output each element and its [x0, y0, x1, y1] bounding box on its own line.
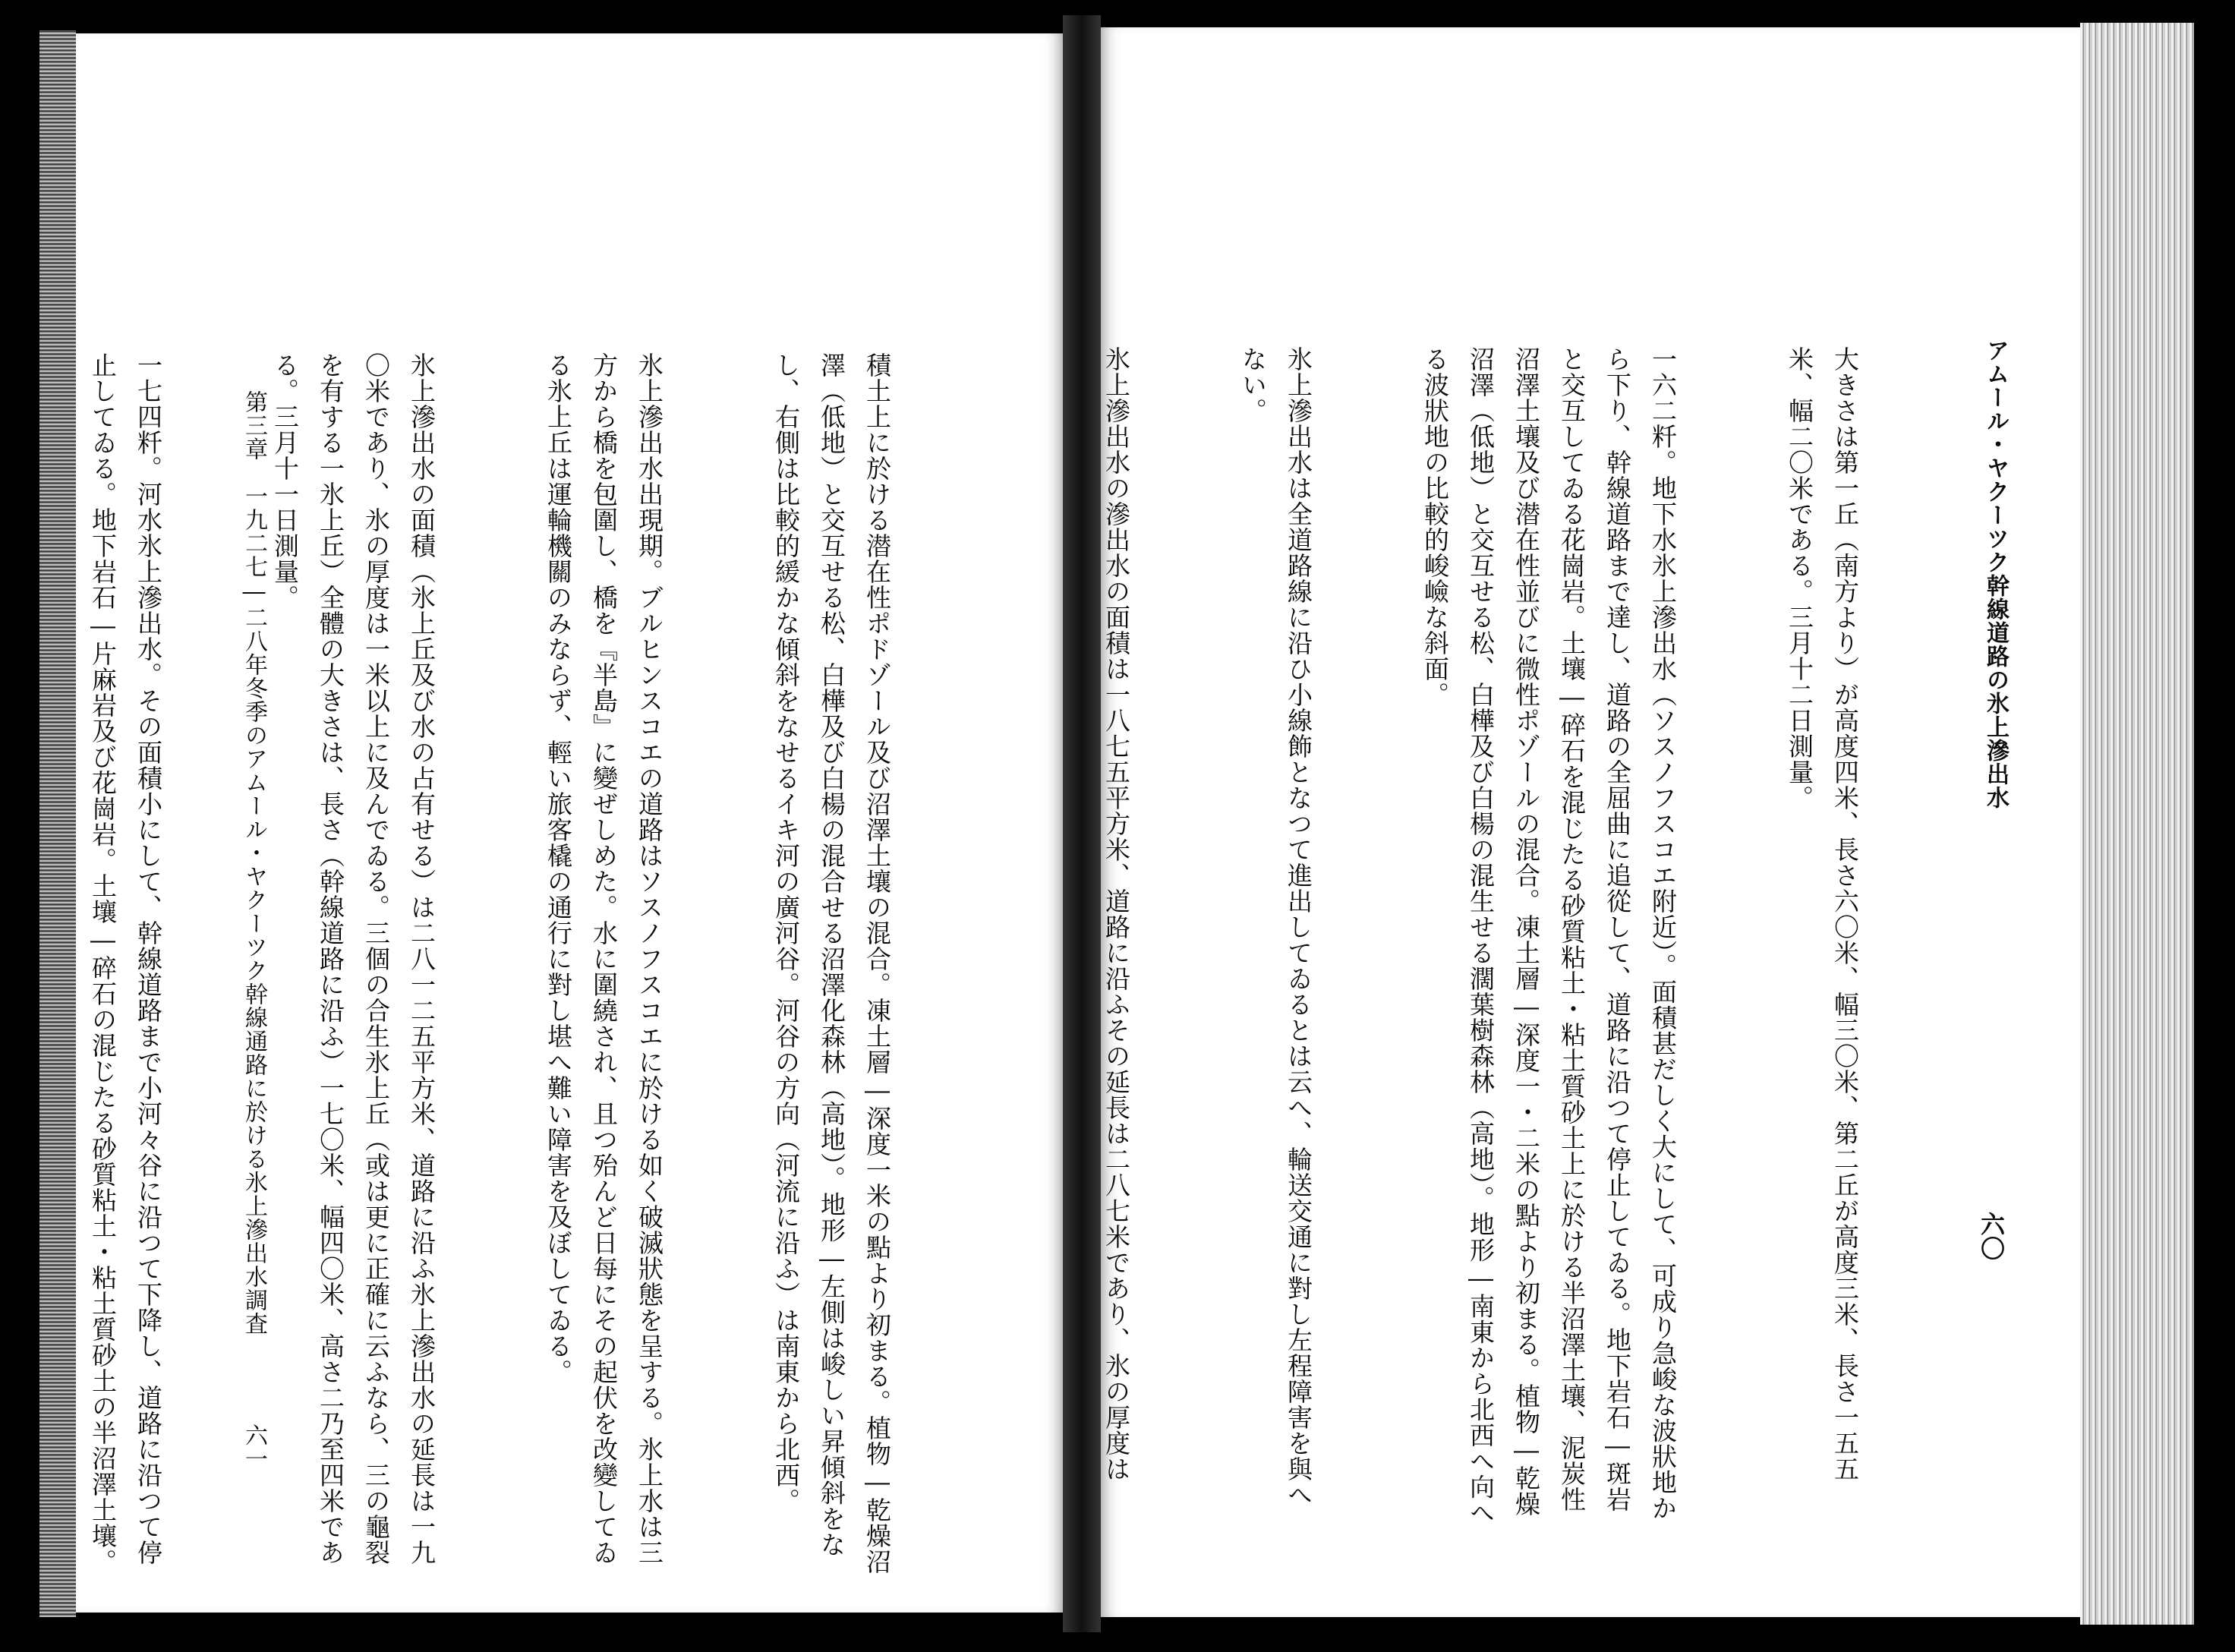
left-paragraph-4: 一七四粁。河水氷上滲出水。その面積小にして、幹線道路まで小河々谷に沿つて下降し、道路に沿つて停止してゐる。地下岩石―片麻岩及び花崗岩。土壤―碎石の混じたる砂質粘土・粘土質砂土の半沼澤土壤。 — [88, 352, 163, 1575]
right-page-number: 六〇 — [1977, 1212, 2006, 1260]
left-page-body — [76, 352, 991, 1582]
right-paragraph-2: 一六二粁。地下水氷上滲出水（ソスノフスコエ附近）。面積甚だしく大にして、可成り急峻な波狀地から下り、幹線道路まで達し、道路の全屈曲に追從して、道路に沿つて停止してゐる。地下岩石―斑岩と交互してゐる花崗岩。土壤―碎石を混じたる砂質粘土・粘土質砂土上に於ける半沼澤土壤、泥炭性沼澤土壤及び潜在性並びに微性ポゾールの混合。凍土層―深度一・二米の點より初まる。植物―乾燥沼澤（低地）と交互せる松、白樺及び白楊の混生せる濶葉樹森林（高地）。地形―南東から北西へ向へる波狀地の比較的峻嶮な斜面。 — [1420, 346, 1678, 1526]
right-paragraph-1: 大きさは第一丘（南方より）が高度四米、長さ六〇米、幅三〇米、第二丘が高度三米、長さ一五五米、幅二〇米である。三月十二日測量。 — [1785, 346, 1860, 1482]
left-page — [76, 33, 1063, 1613]
left-paragraph-1: 積土上に於ける潜在性ポドゾール及び沼澤土壤の混合。凍土層―深度一米の點より初まる。植物―乾燥沼澤（低地）と交互せる松、白樺及び白楊の混合せる沼澤化森林（高地）。地形―左側は峻しい昇傾斜をなし、右側は比較的緩かな傾斜をなせるイキ河の廣河谷。河谷の方向（河流に沿ふ）は南東から北西。 — [771, 352, 892, 1575]
footer-chapter-title: 第三章 一九二七―二八年冬季のアムール・ヤクーツク幹線通路に於ける氷上滲出水調査 — [241, 390, 267, 1335]
right-paragraph-3: 氷上滲出水は全道路線に沿ひ小線飾となつて進出してゐるとは云へ、輪送交通に對し左程障害を與へない。 — [1238, 346, 1313, 1508]
right-paragraph-4: 氷上滲出水の滲出水の面積は一八七五平方米、道路に沿ふその延長は二八七米であり、氷の厚度は — [1102, 346, 1131, 1482]
running-head: アムール・ヤクーツク幹線道路の氷上滲出水 — [1982, 339, 2009, 809]
right-page-body — [1101, 346, 1959, 1531]
left-page-edge — [39, 30, 76, 1617]
right-page — [1101, 27, 2080, 1617]
book-gutter — [1063, 15, 1101, 1632]
left-paragraph-3: 氷上滲出水の面積（氷上丘及び水の占有せる）は二八一二五平方米、道路に沿ふ氷上滲出水の延長は一九〇米であり、氷の厚度は一米以上に及んでゐる。三個の合生氷上丘（或は更に正確に云ふなら、三の龜裂を有する一氷上丘）全體の大きさは、長さ（幹線道路に沿ふ）一七〇米、幅四〇米、高さ二乃至四米である。三月十一日測量。 — [270, 352, 437, 1565]
footer-page-number: 六一 — [241, 1423, 267, 1471]
left-page-footer — [237, 390, 270, 1605]
left-paragraph-2: 氷上滲出水出現期。ブルヒンスコエの道路はソスノフスコエに於ける如く破滅狀態を呈する。氷上水は三方から橋を包圍し、橋を『半島』に變ぜしめた。水に圍繞され、且つ殆んど日每にその起伏を改變してゐる氷上丘は運輪機關のみならず、輕い旅客橇の通行に對し堪へ難い障害を及ぼしてゐる。 — [544, 352, 664, 1565]
right-page-stack-edges — [2080, 23, 2194, 1625]
